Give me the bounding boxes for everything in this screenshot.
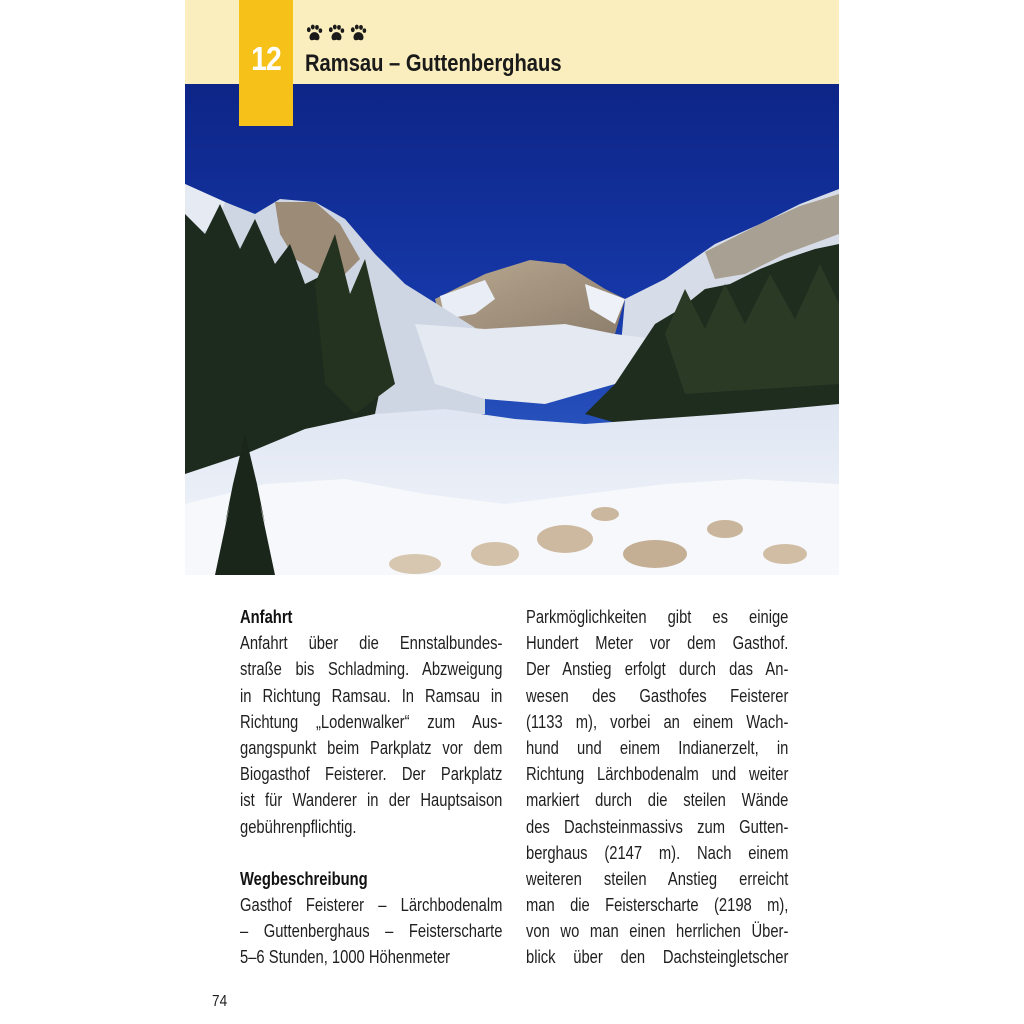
mountain-photo <box>185 84 839 575</box>
text-line: Der Anstieg erfolgt durch das An- <box>526 659 789 680</box>
text-line: Richtung „Lodenwalker“ zum Aus- <box>240 711 503 732</box>
text-line: markiert durch die steilen Wände <box>526 790 789 811</box>
section-heading-wegbeschreibung: Wegbeschreibung <box>240 868 368 889</box>
paw-icon <box>305 24 324 43</box>
text-line: Richtung Lärchbodenalm und weiter <box>526 764 789 785</box>
section-heading-anfahrt: Anfahrt <box>240 607 293 627</box>
paw-icon <box>349 24 368 43</box>
text-line: Anfahrt über die Ennstalbundes- <box>240 633 503 654</box>
text-line: Hundert Meter vor dem Gasthof. <box>526 633 789 654</box>
text-line: (1133 m), vorbei an einem Wach- <box>526 711 789 732</box>
paragraph-gap <box>240 840 502 866</box>
text-line: in Richtung Ramsau. In Ramsau in <box>240 685 503 706</box>
text-line: hund und einem Indianerzelt, in <box>526 737 789 758</box>
text-line: Biogasthof Feisterer. Der Parkplatz <box>240 764 503 785</box>
right-column <box>526 604 788 971</box>
text-line: des Dachsteinmassivs zum Gutten- <box>526 816 789 837</box>
page-number: 74 <box>212 993 228 1010</box>
paw-icon <box>327 24 346 43</box>
text-line: ist für Wanderer in der Hauptsaison <box>240 790 503 811</box>
tour-number: 12 <box>251 40 281 77</box>
tour-number-badge <box>239 0 293 126</box>
left-column <box>240 604 502 970</box>
text-line: wesen des Gasthofes Feisterer <box>526 685 789 706</box>
text-line: – Guttenberghaus – Feisterscharte <box>240 921 503 942</box>
text-line: blick über den Dachsteingletscher <box>526 947 789 968</box>
text-line: man die Feisterscharte (2198 m), <box>526 895 789 916</box>
text-line: 5–6 Stunden, 1000 Höhenmeter <box>240 947 451 968</box>
tour-title: Ramsau – Guttenberghaus <box>305 50 562 77</box>
text-line: gangspunkt beim Parkplatz vor dem <box>240 737 503 758</box>
text-line: berghaus (2147 m). Nach einem <box>526 842 789 863</box>
text-line: straße bis Schladming. Abzweigung <box>240 659 503 680</box>
text-line: von wo man einen herrlichen Über- <box>526 921 789 942</box>
text-line: Gasthof Feisterer – Lärchbodenalm <box>240 894 503 915</box>
text-line: weiteren steilen Anstieg erreicht <box>526 868 789 889</box>
difficulty-rating <box>305 24 368 43</box>
text-line: gebührenpflichtig. <box>240 816 357 837</box>
text-line: Parkmöglichkeiten gibt es einige <box>526 607 789 627</box>
